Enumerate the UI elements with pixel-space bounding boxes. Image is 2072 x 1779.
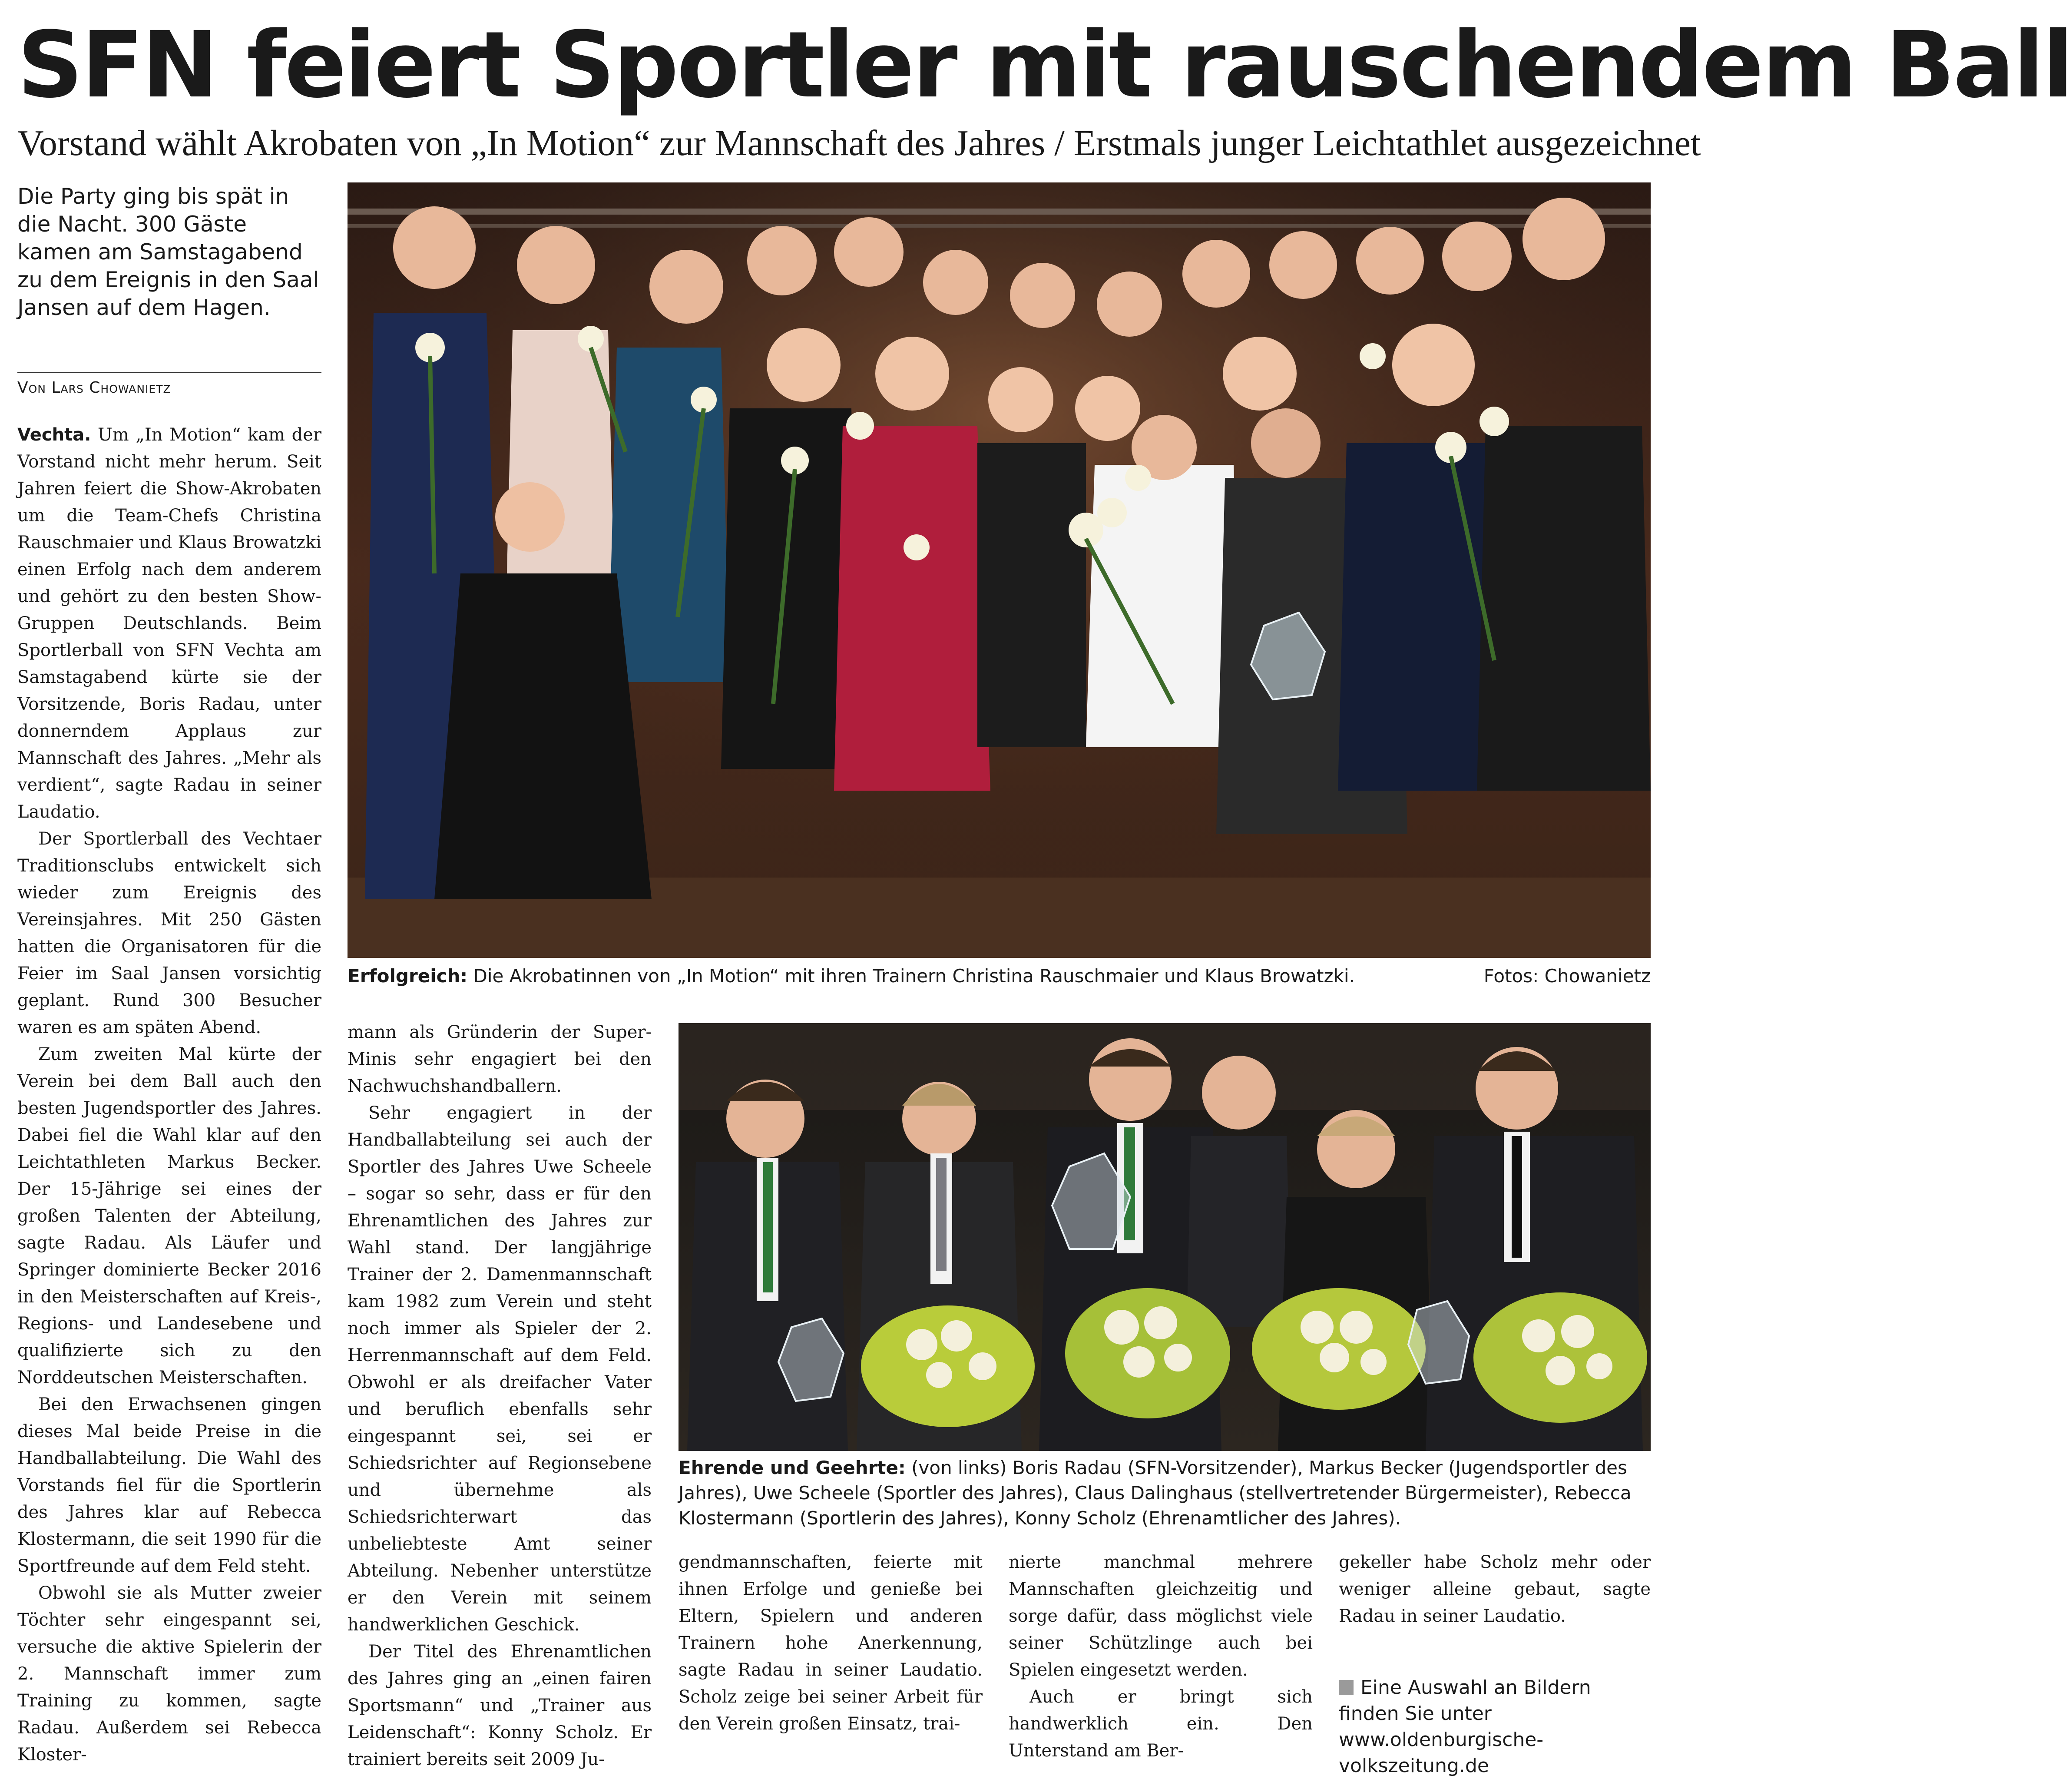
- web-link-note: [1339, 1675, 1651, 1779]
- paragraph: Der Sportlerball des Vechtaer Traditionsclubs entwickelt sich wieder zum Ereignis des Vereinsjahres. Mit 250 Gästen hatten die Organisatoren für die Feier im Saal Jansen vorsichtig geplant. Rund 300 Besucher waren es am späten Abend.: [17, 829, 321, 1037]
- photo-caption: [679, 1455, 1651, 1531]
- paragraph: Sehr engagiert in der Handballabteilung sei auch der Sportler des Jahres Uwe Scheele – sogar so sehr, dass er für den Ehrenamtlichen des Jahres zur Wahl stand. Der langjährige Trainer der 2. Damenmannschaft kam 1982 zum Verein und steht noch immer als Spieler der 2. Herrenmannschaft auf dem Feld. Obwohl er als dreifacher Vater und beruflich ebenfalls sehr eingespannt sei, sei er Schiedsrichter auf Regionsebene und übernehme als Schiedsrichterwart das unbeliebteste Amt seiner Abteilung. Nebenher unterstütze er den Verein mit seinem handwerklichen Geschick.: [348, 1103, 652, 1635]
- paragraph: nierte manchmal mehrere Mannschaften gleichzeitig und sorge dafür, dass möglichst viele seiner Schützlinge auch bei Spielen eingesetzt werden.: [1009, 1552, 1313, 1680]
- paragraph: gendmannschaften, feierte mit ihnen Erfolge und genieße bei Eltern, Spielern und anderen Trainern hohe Anerkennung, sagte Radau in seiner Laudatio. Scholz zeige bei seiner Arbeit für den Verein großen Einsatz, trai-: [679, 1552, 983, 1734]
- article-column-2: [348, 1019, 652, 1773]
- article-column-4: [1009, 1549, 1313, 1764]
- caption-label: Erfolgreich:: [348, 965, 468, 987]
- headline: SFN feiert Sportler mit rauschendem Ball: [17, 12, 2072, 118]
- paragraph: Der Titel des Ehrenamtlichen des Jahres ging an „einen fairen Sportsmann“ und „Trainer aus Leidenschaft“: Konny Scholz. Er trainiert bereits seit 2009 Ju-: [348, 1642, 652, 1769]
- caption-text: Die Akrobatinnen von „In Motion“ mit ihren Trainern Christina Rauschmaier und Klaus Browatzki.: [473, 965, 1355, 987]
- lead-location: Vechta.: [17, 425, 91, 445]
- paragraph: Zum zweiten Mal kürte der Verein bei dem Ball auch den besten Jugendsportler des Jahres. Dabei fiel die Wahl klar auf den Leichtathleten Markus Becker. Der 15-Jährige sei eines der großen Talenten der Abteilung, sagte Radau. Als Läufer und Springer dominierte Becker 2016 in den Meisterschaften auf Kreis-, Regions- und Landesebene und qualifizierte sich zu den Norddeutschen Meisterschaften.: [17, 1044, 321, 1388]
- square-bullet-icon: [1339, 1680, 1354, 1695]
- article-column-5: [1339, 1549, 1651, 1630]
- group-photo: [348, 182, 1651, 958]
- caption-label: Ehrende und Geehrte:: [679, 1457, 906, 1478]
- article-column-3: [679, 1549, 983, 1737]
- subheadline: Vorstand wählt Akrobaten von „In Motion“ zur Mannschaft des Jahres / Erstmals junger Leichtathlet ausgezeichnet: [17, 123, 1701, 163]
- paragraph: Um „In Motion“ kam der Vorstand nicht mehr herum. Seit Jahren feiert die Show-Akrobaten um die Team-Chefs Christina Rauschmaier und Klaus Browatzki einen Erfolg nach dem anderem und gehört zu den besten Show-Gruppen Deutschlands. Beim Sportlerball von SFN Vechta am Samstagabend kürte sie der Vorsitzende, Boris Radau, unter donnerndem Applaus zur Mannschaft des Jahres. „Mehr als verdient“, sagte Radau in seiner Laudatio.: [17, 425, 321, 822]
- honorees-photo: [679, 1023, 1651, 1451]
- photo-caption: [348, 964, 1477, 989]
- group-photo-image: [348, 182, 1651, 958]
- article-column-1: [17, 421, 321, 1768]
- photo-credit: Fotos: Chowanietz: [1483, 965, 1651, 987]
- byline: Von Lars Chowanietz: [17, 379, 171, 397]
- paragraph: mann als Gründerin der Super-Minis sehr engagiert bei den Nachwuchshandballern.: [348, 1022, 652, 1096]
- honorees-photo-image: [679, 1023, 1651, 1451]
- caption-text: (von links) Boris Radau (SFN-Vorsitzender), Markus Becker (Jugendsportler des Jahres), Uwe Scheele (Sportler des Jahres), Claus Dalinghaus (stellvertretender Bürgermeister), Rebecca Klostermann (Sportlerin des Jahres), Konny Scholz (Ehrenamtlicher des Jahres).: [679, 1457, 1632, 1529]
- paragraph: Auch er bringt sich handwerklich ein. Den Unterstand am Ber-: [1009, 1687, 1313, 1761]
- paragraph: Bei den Erwachsenen gingen dieses Mal beide Preise in die Handballabteilung. Die Wahl des Vorstands fiel für die Sportlerin des Jahres klar auf Rebecca Klostermann, die seit 1990 für die Sportfreunde auf dem Feld steht.: [17, 1395, 321, 1576]
- web-link-text: Eine Auswahl an Bildern finden Sie unter www.oldenburgische-volkszeitung.de: [1339, 1676, 1591, 1777]
- teaser: Die Party ging bis spät in die Nacht. 300 Gäste kamen am Samstagabend zu dem Ereignis in den Saal Jansen auf dem Hagen.: [17, 184, 319, 320]
- paragraph: gekeller habe Scholz mehr oder weniger alleine gebaut, sagte Radau in seiner Laudatio.: [1339, 1552, 1651, 1626]
- paragraph: Obwohl sie als Mutter zweier Töchter sehr eingespannt sei, versuche die aktive Spielerin der 2. Mannschaft immer zum Training zu kommen, sagte Radau. Außerdem sei Rebecca Kloster-: [17, 1583, 321, 1765]
- byline-rule: [17, 372, 321, 373]
